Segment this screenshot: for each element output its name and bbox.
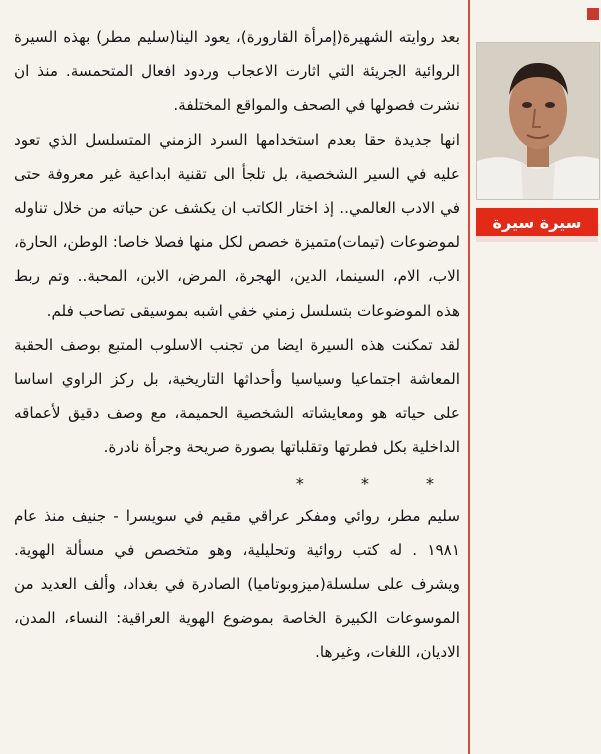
logo-underline — [476, 236, 598, 242]
series-logo — [476, 208, 598, 236]
article-paragraph-3: لقد تمكنت هذه السيرة ايضا من تجنب الاسلوب المتبع بوصف الحقبة المعاشة اجتماعيا وسياسيا وأحداثها التاريخية، بل ركز الراوي اساسا على حياته هو ومعايشاته الشخصية الحميمة، مع وصف دقيق لأعماقه الداخلية بكل فطرتها وتقلباتها بصورة صريحة وجرأة نادرة. — [14, 335, 460, 457]
article-paragraph-1: بعد روايته الشهيرة(إمرأة القارورة)، يعود الينا(سليم مطر) بهذه السيرة الروائية الجريئة التي اثارت الاعجاب وردود افعال المتحمسة. منذ ان نشرت فصولها في الصحف والمواقع المختلفة. — [14, 28, 460, 115]
series-logo-text: سيرة سيرة — [492, 212, 582, 232]
section-separator: * * * — [295, 473, 460, 493]
article-paragraph-2: انها جديدة حقا بعدم استخدامها السرد الزمني المتسلسل الذي تعود عليه في السير الشخصية، بل تلجأ الى تقنية ابداعية غير معروفة حتى في الادب العالمي.. إذ اختار الكاتب ان يكشف عن حياته من خلال تناوله لموضوعات (تيمات)متميزة خصص لكل منها فصلا خاصا: الوطن، الحارة، الاب، الام، السينما، الدين، الهجرة، المرض، الابن، المحبة.. وتم ربط هذه الموضوعات بتسلسل زمني خفي اشبه بموسيقى تصاحب فلم. — [14, 130, 460, 320]
author-bio: سليم مطر، روائي ومفكر عراقي مقيم في سويسرا - جنيف منذ عام ١٩٨١ . له كتب روائية وتحليلية، وهو متخصص في مسألة الهوية. ويشرف على سلسلة(ميزوبوتاميا) الصادرة في بغداد، وألف العديد من الموسوعات الكبيرة الخاصة بموضوع الهوية العراقية: النساء، المدن، الاديان، اللغات، وغيرها. — [14, 506, 460, 662]
corner-mark — [587, 8, 599, 20]
column-divider — [468, 0, 470, 754]
author-photo — [476, 42, 600, 200]
article-column — [14, 20, 460, 670]
